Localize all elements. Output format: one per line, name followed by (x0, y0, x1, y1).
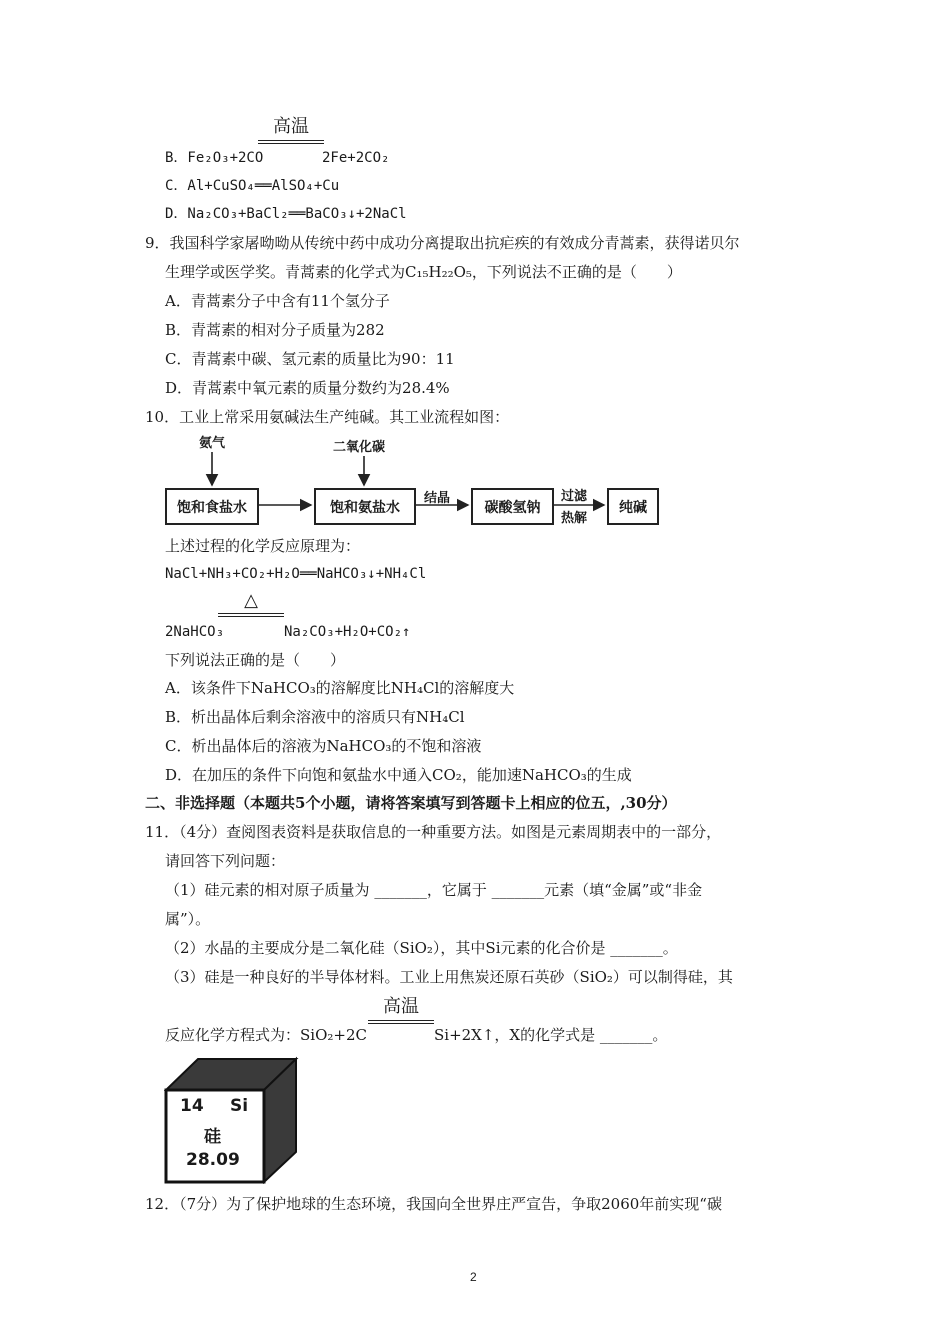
q11-equation-right: Si+2X↑，X的化学式是 _______。 (434, 1026, 668, 1044)
flow-box-saturated-brine: 饱和食盐水 (165, 488, 259, 525)
arrow-label-crystallize: 结晶 (424, 491, 451, 506)
q10-equation-1: NaCl+NH₃+CO₂+H₂O══NaHCO₃↓+NH₄Cl (165, 566, 427, 582)
q11-part1-line2: 属”）。 (165, 910, 211, 928)
reaction-condition-heat: △ (218, 590, 284, 617)
arrow-label-filter: 过滤 (561, 489, 588, 504)
flow-box-sodium-bicarbonate: 碳酸氢钠 (471, 488, 554, 525)
q9-stem-line2: 生理学或医学奖。青蒿素的化学式为C₁₅H₂₂O₅，下列说法不正确的是（ ） (165, 263, 682, 281)
q10-principle: 上述过程的化学反应原理为： (165, 537, 361, 555)
element-symbol: Si (230, 1096, 249, 1116)
q10-stem: 10．工业上常采用氨碱法生产纯碱。其工业流程如图： (145, 408, 510, 426)
q11-part2: （2）水晶的主要成分是二氧化硅（SiO₂），其中Si元素的化合价是 _______。 (165, 939, 678, 957)
section-2-heading: 二、非选择题（本题共5个小题，请将答案填写到答题卡上相应的位五，,30分） (145, 794, 677, 812)
q12-stem: 12．（7分）为了保护地球的生态环境，我国向全世界庄严宣告，争取2060年前实现“碳 (145, 1195, 722, 1213)
input-co2-label: 二氧化碳 (333, 440, 386, 455)
q8-option-b-left: B．Fe₂O₃+2CO (165, 150, 264, 166)
q9-option-d: D．青蒿素中氧元素的质量分数约为28.4% (165, 379, 450, 397)
flow-box-ammoniated-brine: 饱和氨盐水 (314, 488, 416, 525)
q10-option-b: B．析出晶体后剩余溶液中的溶质只有NH₄Cl (165, 708, 465, 726)
q9-stem-line1: 9．我国科学家屠呦呦从传统中药中成功分离提取出抗疟疾的有效成分青蒿素，获得诺贝尔 (145, 234, 740, 252)
q11-stem-line1: 11．（4分）查阅图表资料是获取信息的一种重要方法。如图是元素周期表中的一部分， (145, 823, 722, 841)
q11-part1-line1: （1）硅元素的相对原子质量为 _______，它属于 _______元素（填“金属”或“非金 (165, 881, 703, 899)
atomic-mass: 28.09 (186, 1150, 240, 1170)
reaction-condition-high-temp-2: 高温 (368, 992, 434, 1024)
q11-part3: （3）硅是一种良好的半导体材料。工业上用焦炭还原石英砂（SiO₂）可以制得硅，其 (165, 968, 733, 986)
q10-option-a: A．该条件下NaHCO₃的溶解度比NH₄Cl的溶解度大 (165, 679, 515, 697)
q10-option-d: D．在加压的条件下向饱和氨盐水中通入CO₂，能加速NaHCO₃的生成 (165, 766, 632, 784)
q9-option-b: B．青蒿素的相对分子质量为282 (165, 321, 385, 339)
q11-equation-left: 反应化学方程式为：SiO₂+2C (165, 1026, 367, 1044)
q9-option-c: C．青蒿素中碳、氢元素的质量比为90：11 (165, 350, 455, 368)
q8-option-b-right: 2Fe+2CO₂ (322, 150, 390, 166)
flow-arrows (0, 0, 950, 540)
q10-ask: 下列说法正确的是（ ） (165, 651, 346, 669)
q8-option-d: D．Na₂CO₃+BaCl₂══BaCO₃↓+2NaCl (165, 206, 407, 222)
q10-equation-2-left: 2NaHCO₃ (165, 624, 225, 640)
q11-stem-line2: 请回答下列问题： (165, 852, 286, 870)
element-cell-silicon (164, 1056, 304, 1184)
q10-equation-2-right: Na₂CO₃+H₂O+CO₂↑ (284, 624, 411, 640)
q10-option-c: C．析出晶体后的溶液为NaHCO₃的不饱和溶液 (165, 737, 482, 755)
input-ammonia-label: 氨气 (199, 436, 226, 451)
q9-option-a: A．青蒿素分子中含有11个氢分子 (165, 292, 390, 310)
arrow-label-heat-decompose: 热解 (561, 511, 588, 526)
page-number: 2 (470, 1270, 477, 1284)
reaction-condition-high-temp: 高温 (258, 112, 324, 144)
q8-option-c: C．Al+CuSO₄══AlSO₄+Cu (165, 178, 340, 194)
flow-box-soda-ash: 纯碱 (607, 488, 659, 525)
element-name: 硅 (204, 1127, 221, 1147)
atomic-number: 14 (180, 1096, 204, 1116)
